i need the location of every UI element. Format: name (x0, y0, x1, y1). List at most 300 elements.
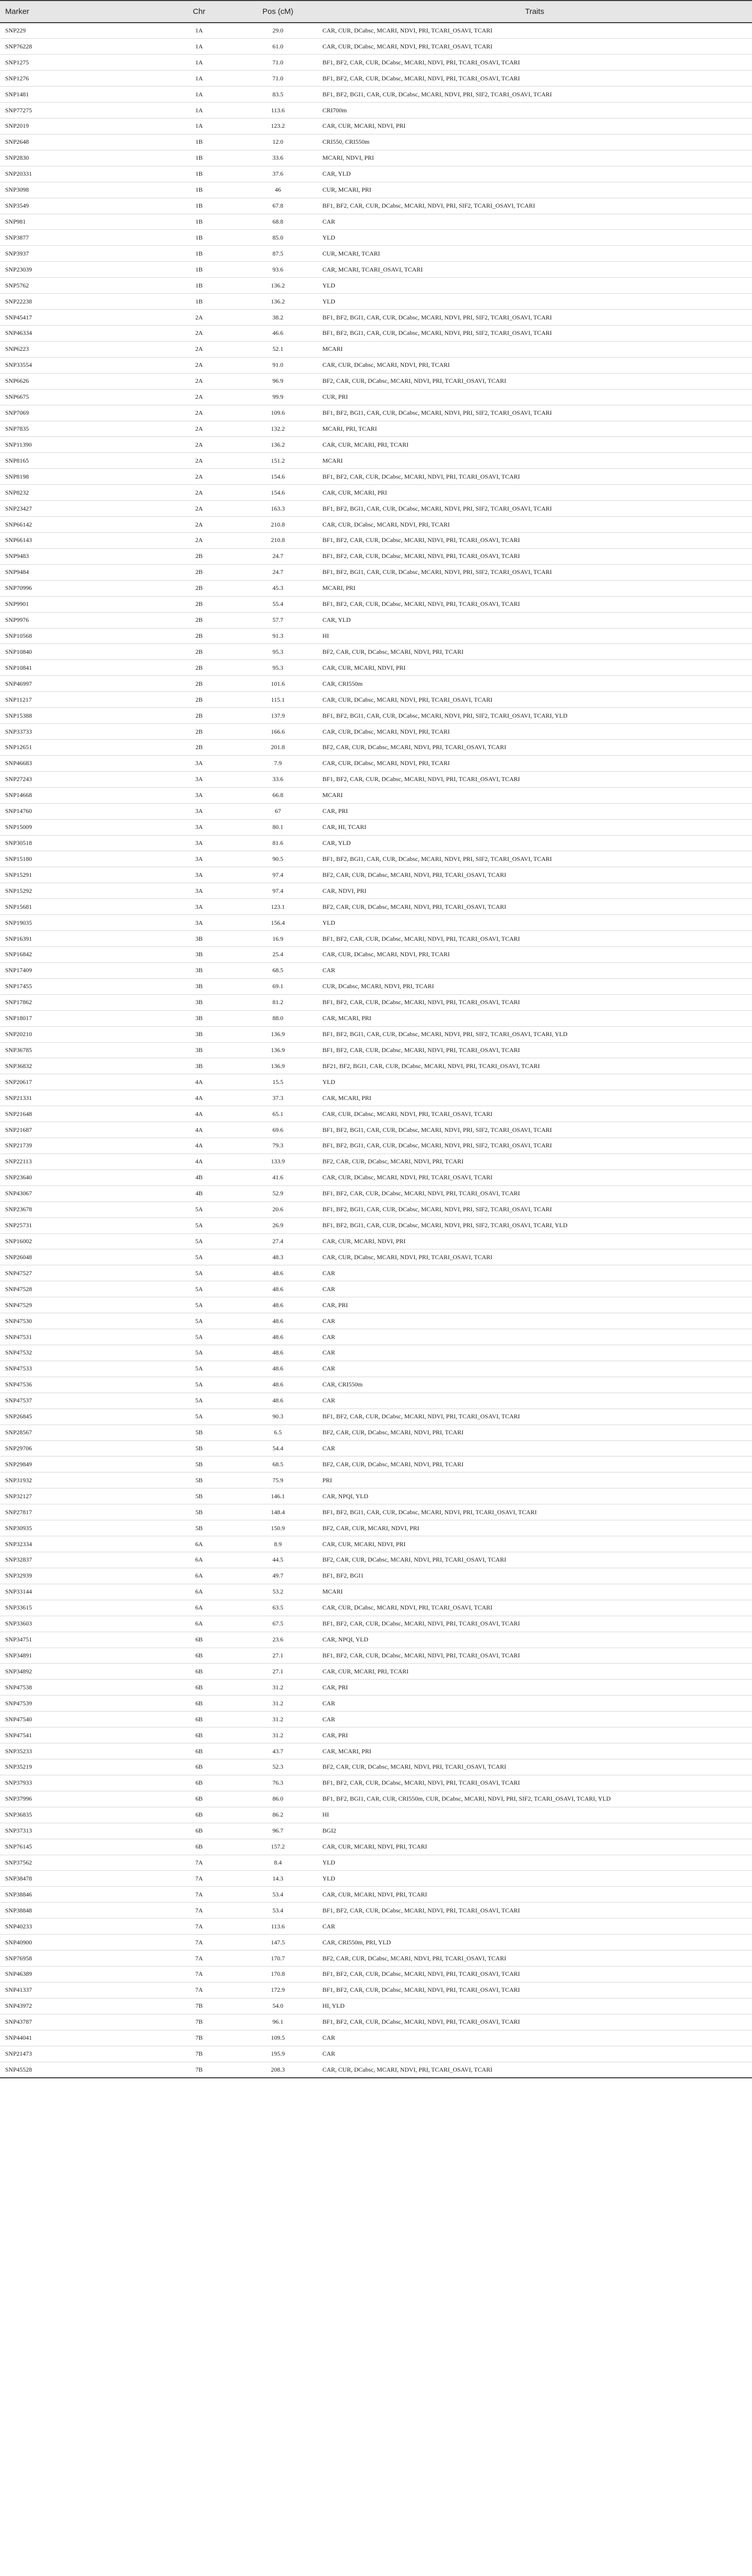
cell-marker: SNP21473 (0, 2046, 160, 2062)
cell-marker: SNP43787 (0, 2014, 160, 2030)
cell-pos: 48.6 (238, 1265, 317, 1281)
cell-chr: 3A (160, 899, 238, 915)
header-marker: Marker (0, 1, 160, 23)
cell-chr: 1B (160, 230, 238, 246)
table-row (0, 1265, 752, 1281)
cell-marker: SNP38848 (0, 1903, 160, 1919)
header-row (0, 1, 752, 23)
cell-pos: 55.4 (238, 596, 317, 612)
cell-pos: 147.5 (238, 1935, 317, 1951)
table-row (0, 1074, 752, 1090)
cell-chr: 6B (160, 1664, 238, 1680)
table-row (0, 1058, 752, 1074)
cell-traits: CAR, YLD (317, 166, 752, 182)
cell-pos: 195.9 (238, 2046, 317, 2062)
cell-marker: SNP15292 (0, 883, 160, 899)
table-row (0, 1345, 752, 1361)
cell-marker: SNP36832 (0, 1058, 160, 1074)
cell-pos: 24.7 (238, 548, 317, 564)
cell-traits: BF1, BF2, BGI1, CAR, CUR, DCabsc, MCARI, NDVI, PRI, SIF2, TCARI_OSAVI, TCARI (317, 326, 752, 342)
cell-marker: SNP5762 (0, 278, 160, 294)
cell-marker: SNP3877 (0, 230, 160, 246)
cell-traits: BF2, CAR, CUR, DCabsc, MCARI, NDVI, PRI, TCARI_OSAVI, TCARI (317, 899, 752, 915)
cell-chr: 2A (160, 357, 238, 373)
cell-traits: CAR (317, 214, 752, 230)
cell-traits: CAR, YLD (317, 612, 752, 628)
cell-traits: CUR, PRI (317, 389, 752, 405)
cell-marker: SNP229 (0, 23, 160, 39)
table-row (0, 341, 752, 357)
cell-traits: BF2, CAR, CUR, MCARI, NDVI, PRI (317, 1520, 752, 1536)
cell-traits: BF1, BF2, BGI1, CAR, CUR, DCabsc, MCARI, NDVI, PRI, SIF2, TCARI_OSAVI, TCARI, YLD (317, 1026, 752, 1042)
cell-marker: SNP33144 (0, 1584, 160, 1600)
cell-pos: 68.5 (238, 1456, 317, 1472)
cell-traits: BGI2 (317, 1823, 752, 1839)
cell-chr: 5A (160, 1361, 238, 1377)
table-row (0, 469, 752, 485)
cell-chr: 5A (160, 1313, 238, 1329)
cell-traits: BF2, CAR, CUR, DCabsc, MCARI, NDVI, PRI, TCARI (317, 1456, 752, 1472)
table-row (0, 1775, 752, 1791)
cell-marker: SNP46389 (0, 1966, 160, 1982)
table-row (0, 1409, 752, 1425)
cell-pos: 27.4 (238, 1233, 317, 1249)
table-row (0, 1138, 752, 1154)
cell-pos: 16.9 (238, 931, 317, 947)
cell-pos: 85.0 (238, 230, 317, 246)
cell-marker: SNP41337 (0, 1982, 160, 1998)
table-row (0, 1185, 752, 1201)
cell-marker: SNP9976 (0, 612, 160, 628)
table-row (0, 1313, 752, 1329)
cell-pos: 157.2 (238, 1839, 317, 1855)
cell-pos: 90.5 (238, 851, 317, 867)
cell-traits: BF2, CAR, CUR, DCabsc, MCARI, NDVI, PRI, TCARI_OSAVI, TCARI (317, 1552, 752, 1568)
cell-marker: SNP32837 (0, 1552, 160, 1568)
table-row (0, 580, 752, 596)
cell-pos: 43.7 (238, 1743, 317, 1759)
cell-traits: CAR, CUR, DCabsc, MCARI, NDVI, PRI, TCARI (317, 724, 752, 740)
table-row (0, 564, 752, 580)
cell-pos: 48.6 (238, 1393, 317, 1409)
cell-traits: CAR, NDVI, PRI (317, 883, 752, 899)
cell-chr: 5B (160, 1456, 238, 1472)
cell-chr: 6B (160, 1775, 238, 1791)
table-row (0, 1154, 752, 1170)
cell-marker: SNP34892 (0, 1664, 160, 1680)
cell-pos: 109.6 (238, 405, 317, 421)
cell-pos: 31.2 (238, 1727, 317, 1743)
cell-pos: 23.6 (238, 1632, 317, 1648)
cell-traits: CAR, CUR, DCabsc, MCARI, NDVI, PRI, TCARI (317, 946, 752, 962)
cell-pos: 54.4 (238, 1440, 317, 1456)
cell-traits: CAR, NPQI, YLD (317, 1488, 752, 1504)
cell-traits: MCARI, PRI, TCARI (317, 421, 752, 437)
cell-marker: SNP32334 (0, 1536, 160, 1552)
table-row (0, 1680, 752, 1696)
cell-marker: SNP6626 (0, 373, 160, 389)
table-row (0, 230, 752, 246)
cell-pos: 96.9 (238, 373, 317, 389)
cell-chr: 1A (160, 71, 238, 87)
cell-marker: SNP16002 (0, 1233, 160, 1249)
cell-chr: 1A (160, 103, 238, 118)
cell-pos: 210.8 (238, 517, 317, 533)
cell-pos: 81.2 (238, 994, 317, 1010)
table-row (0, 1536, 752, 1552)
cell-chr: 6A (160, 1600, 238, 1616)
cell-traits: CAR, CUR, MCARI, PRI, TCARI (317, 437, 752, 453)
cell-chr: 6B (160, 1680, 238, 1696)
cell-pos: 37.6 (238, 166, 317, 182)
cell-pos: 136.2 (238, 294, 317, 310)
cell-chr: 6B (160, 1632, 238, 1648)
cell-chr: 5B (160, 1520, 238, 1536)
table-row (0, 1106, 752, 1122)
cell-traits: BF1, BF2, CAR, CUR, DCabsc, MCARI, NDVI, PRI, TCARI_OSAVI, TCARI (317, 1982, 752, 1998)
cell-chr: 6B (160, 1696, 238, 1711)
table-row (0, 1122, 752, 1138)
cell-pos: 81.6 (238, 835, 317, 851)
table-row (0, 1871, 752, 1887)
cell-marker: SNP47539 (0, 1696, 160, 1711)
cell-marker: SNP37996 (0, 1791, 160, 1807)
table-row (0, 1887, 752, 1903)
cell-traits: BF1, BF2, BGI1, CAR, CUR, DCabsc, MCARI, NDVI, PRI, SIF2, TCARI_OSAVI, TCARI, YLD (317, 708, 752, 724)
cell-pos: 76.3 (238, 1775, 317, 1791)
table-row (0, 294, 752, 310)
table-row (0, 1743, 752, 1759)
cell-traits: YLD (317, 1871, 752, 1887)
cell-traits: CAR, MCARI, TCARI_OSAVI, TCARI (317, 262, 752, 278)
cell-pos: 46 (238, 182, 317, 198)
cell-chr: 3B (160, 1058, 238, 1074)
cell-marker: SNP32939 (0, 1568, 160, 1584)
cell-marker: SNP7069 (0, 405, 160, 421)
cell-pos: 170.7 (238, 1951, 317, 1967)
cell-marker: SNP38846 (0, 1887, 160, 1903)
cell-traits: YLD (317, 294, 752, 310)
cell-marker: SNP10568 (0, 628, 160, 644)
cell-pos: 137.9 (238, 708, 317, 724)
table-row (0, 548, 752, 564)
cell-chr: 7A (160, 1855, 238, 1871)
cell-traits: CRI550, CRI550m (317, 134, 752, 150)
cell-chr: 5B (160, 1425, 238, 1440)
cell-traits: BF2, CAR, CUR, DCabsc, MCARI, NDVI, PRI, TCARI_OSAVI, TCARI (317, 1759, 752, 1775)
cell-chr: 2B (160, 644, 238, 660)
cell-marker: SNP1276 (0, 71, 160, 87)
cell-marker: SNP37562 (0, 1855, 160, 1871)
cell-pos: 201.8 (238, 739, 317, 755)
cell-chr: 2A (160, 501, 238, 517)
cell-chr: 2A (160, 469, 238, 485)
cell-traits: CAR, CRI550m (317, 1377, 752, 1393)
cell-pos: 95.3 (238, 644, 317, 660)
cell-chr: 1B (160, 134, 238, 150)
cell-chr: 2A (160, 421, 238, 437)
cell-marker: SNP15681 (0, 899, 160, 915)
cell-chr: 6B (160, 1839, 238, 1855)
cell-pos: 46.6 (238, 326, 317, 342)
table-row (0, 994, 752, 1010)
cell-marker: SNP46334 (0, 326, 160, 342)
cell-chr: 6B (160, 1823, 238, 1839)
cell-pos: 37.3 (238, 1090, 317, 1106)
cell-pos: 48.6 (238, 1377, 317, 1393)
cell-chr: 4A (160, 1138, 238, 1154)
cell-pos: 136.9 (238, 1042, 317, 1058)
cell-chr: 2A (160, 405, 238, 421)
cell-chr: 4A (160, 1090, 238, 1106)
cell-marker: SNP47533 (0, 1361, 160, 1377)
table-row (0, 1377, 752, 1393)
cell-marker: SNP8232 (0, 485, 160, 501)
cell-traits: CAR, CUR, MCARI, NDVI, PRI, TCARI (317, 1839, 752, 1855)
cell-marker: SNP76145 (0, 1839, 160, 1855)
table-header (0, 1, 752, 23)
cell-marker: SNP40233 (0, 1919, 160, 1935)
cell-marker: SNP36785 (0, 1042, 160, 1058)
cell-traits: BF1, BF2, BGI1, CAR, CUR, DCabsc, MCARI, NDVI, PRI, SIF2, TCARI_OSAVI, TCARI (317, 501, 752, 517)
cell-pos: 148.4 (238, 1504, 317, 1520)
cell-traits: CAR, MCARI, PRI (317, 1090, 752, 1106)
cell-chr: 6A (160, 1552, 238, 1568)
cell-chr: 3B (160, 994, 238, 1010)
cell-marker: SNP9901 (0, 596, 160, 612)
cell-pos: 132.2 (238, 421, 317, 437)
cell-traits: CAR, CUR, DCabsc, MCARI, NDVI, PRI, TCARI_OSAVI, TCARI (317, 1106, 752, 1122)
cell-traits: CAR, PRI (317, 1680, 752, 1696)
cell-chr: 3A (160, 771, 238, 787)
cell-pos: 31.2 (238, 1680, 317, 1696)
cell-marker: SNP66143 (0, 533, 160, 549)
cell-chr: 2B (160, 580, 238, 596)
cell-pos: 15.5 (238, 1074, 317, 1090)
cell-chr: 4B (160, 1185, 238, 1201)
cell-marker: SNP45417 (0, 310, 160, 326)
cell-traits: BF2, CAR, CUR, DCabsc, MCARI, NDVI, PRI, TCARI (317, 1154, 752, 1170)
cell-chr: 5A (160, 1409, 238, 1425)
cell-traits: BF21, BF2, BGI1, CAR, CUR, DCabsc, MCARI, NDVI, PRI, TCARI_OSAVI, TCARI (317, 1058, 752, 1074)
cell-chr: 3A (160, 851, 238, 867)
cell-pos: 49.7 (238, 1568, 317, 1584)
table-row (0, 1520, 752, 1536)
cell-marker: SNP7835 (0, 421, 160, 437)
cell-traits: BF2, CAR, CUR, DCabsc, MCARI, NDVI, PRI, TCARI_OSAVI, TCARI (317, 373, 752, 389)
table-row (0, 1839, 752, 1855)
table-row (0, 596, 752, 612)
cell-marker: SNP33733 (0, 724, 160, 740)
cell-traits: BF1, BF2, BGI1 (317, 1568, 752, 1584)
cell-traits: BF1, BF2, BGI1, CAR, CUR, DCabsc, MCARI, NDVI, PRI, SIF2, TCARI_OSAVI, TCARI (317, 87, 752, 103)
table-row (0, 55, 752, 71)
cell-traits: CAR (317, 1265, 752, 1281)
table-row (0, 1233, 752, 1249)
cell-marker: SNP28567 (0, 1425, 160, 1440)
cell-pos: 14.3 (238, 1871, 317, 1887)
cell-traits: BF1, BF2, CAR, CUR, DCabsc, MCARI, NDVI, PRI, TCARI_OSAVI, TCARI (317, 1903, 752, 1919)
table-row (0, 198, 752, 214)
cell-chr: 4A (160, 1122, 238, 1138)
cell-chr: 3A (160, 915, 238, 931)
cell-pos: 115.1 (238, 692, 317, 708)
cell-traits: CAR (317, 1696, 752, 1711)
cell-marker: SNP47527 (0, 1265, 160, 1281)
cell-marker: SNP11217 (0, 692, 160, 708)
cell-chr: 1B (160, 214, 238, 230)
table-row (0, 1568, 752, 1584)
cell-pos: 97.4 (238, 867, 317, 883)
table-row (0, 326, 752, 342)
cell-marker: SNP47531 (0, 1329, 160, 1345)
cell-marker: SNP46997 (0, 676, 160, 692)
cell-traits: BF1, BF2, BGI1, CAR, CUR, DCabsc, MCARI, NDVI, PRI, SIF2, TCARI_OSAVI, TCARI (317, 1138, 752, 1154)
cell-chr: 3A (160, 867, 238, 883)
cell-pos: 86.2 (238, 1807, 317, 1823)
cell-traits: BF1, BF2, CAR, CUR, DCabsc, MCARI, NDVI, PRI, TCARI_OSAVI, TCARI (317, 1648, 752, 1664)
cell-chr: 1B (160, 150, 238, 166)
table-row (0, 1297, 752, 1313)
cell-marker: SNP66142 (0, 517, 160, 533)
cell-pos: 113.6 (238, 103, 317, 118)
cell-chr: 2B (160, 676, 238, 692)
cell-traits: BF1, BF2, CAR, CUR, DCabsc, MCARI, NDVI, PRI, TCARI_OSAVI, TCARI (317, 533, 752, 549)
cell-chr: 3B (160, 946, 238, 962)
cell-chr: 5B (160, 1440, 238, 1456)
cell-traits: CAR, CUR, DCabsc, MCARI, NDVI, PRI, TCARI_OSAVI, TCARI (317, 692, 752, 708)
table-row (0, 1026, 752, 1042)
table-row (0, 134, 752, 150)
table-row (0, 771, 752, 787)
cell-traits: BF2, CAR, CUR, DCabsc, MCARI, NDVI, PRI, TCARI_OSAVI, TCARI (317, 1951, 752, 1967)
cell-chr: 7A (160, 1887, 238, 1903)
cell-traits: CAR, CUR, MCARI, NDVI, PRI (317, 1233, 752, 1249)
cell-marker: SNP47538 (0, 1680, 160, 1696)
cell-marker: SNP23678 (0, 1201, 160, 1217)
cell-traits: CAR, PRI (317, 1297, 752, 1313)
cell-pos: 88.0 (238, 1010, 317, 1026)
cell-pos: 150.9 (238, 1520, 317, 1536)
cell-marker: SNP47536 (0, 1377, 160, 1393)
cell-chr: 6A (160, 1568, 238, 1584)
cell-traits: BF1, BF2, CAR, CUR, DCabsc, MCARI, NDVI, PRI, TCARI_OSAVI, TCARI (317, 1409, 752, 1425)
cell-chr: 2A (160, 326, 238, 342)
cell-chr: 2A (160, 437, 238, 453)
cell-pos: 170.8 (238, 1966, 317, 1982)
cell-pos: 69.1 (238, 978, 317, 994)
cell-marker: SNP21331 (0, 1090, 160, 1106)
cell-chr: 2B (160, 692, 238, 708)
cell-traits: YLD (317, 1074, 752, 1090)
cell-chr: 2B (160, 612, 238, 628)
cell-chr: 4A (160, 1074, 238, 1090)
cell-pos: 71.0 (238, 55, 317, 71)
cell-marker: SNP11390 (0, 437, 160, 453)
table-row (0, 1616, 752, 1632)
table-row (0, 421, 752, 437)
cell-traits: CAR (317, 2046, 752, 2062)
cell-marker: SNP23427 (0, 501, 160, 517)
table-row (0, 883, 752, 899)
cell-pos: 151.2 (238, 453, 317, 469)
table-row (0, 1903, 752, 1919)
table-body (0, 23, 752, 2078)
cell-pos: 97.4 (238, 883, 317, 899)
cell-traits: HI (317, 628, 752, 644)
cell-traits: PRI (317, 1472, 752, 1488)
cell-traits: BF1, BF2, BGI1, CAR, CUR, DCabsc, MCARI, NDVI, PRI, SIF2, TCARI_OSAVI, TCARI (317, 564, 752, 580)
cell-chr: 6B (160, 1648, 238, 1664)
cell-marker: SNP2019 (0, 118, 160, 134)
cell-chr: 5A (160, 1393, 238, 1409)
cell-traits: CRI700m (317, 103, 752, 118)
table-row (0, 1281, 752, 1297)
cell-marker: SNP10841 (0, 660, 160, 676)
table-row (0, 2046, 752, 2062)
cell-traits: BF1, BF2, CAR, CUR, DCabsc, MCARI, NDVI, PRI, TCARI_OSAVI, TCARI (317, 548, 752, 564)
cell-marker: SNP14760 (0, 803, 160, 819)
cell-traits: CAR, CUR, MCARI, NDVI, PRI (317, 660, 752, 676)
cell-chr: 5A (160, 1297, 238, 1313)
cell-chr: 3B (160, 1010, 238, 1026)
cell-chr: 7A (160, 1935, 238, 1951)
cell-traits: BF2, CAR, CUR, DCabsc, MCARI, NDVI, PRI, TCARI (317, 644, 752, 660)
cell-traits: CUR, MCARI, PRI (317, 182, 752, 198)
cell-marker: SNP16842 (0, 946, 160, 962)
cell-marker: SNP21687 (0, 1122, 160, 1138)
cell-marker: SNP29706 (0, 1440, 160, 1456)
cell-chr: 3A (160, 835, 238, 851)
cell-marker: SNP15009 (0, 819, 160, 835)
cell-marker: SNP2830 (0, 150, 160, 166)
cell-pos: 12.0 (238, 134, 317, 150)
table-row (0, 2014, 752, 2030)
cell-chr: 2A (160, 533, 238, 549)
cell-pos: 113.6 (238, 1919, 317, 1935)
table-row (0, 1632, 752, 1648)
cell-traits: BF1, BF2, CAR, CUR, DCabsc, MCARI, NDVI, PRI, TCARI_OSAVI, TCARI (317, 994, 752, 1010)
cell-chr: 1B (160, 182, 238, 198)
cell-marker: SNP6223 (0, 341, 160, 357)
cell-traits: CAR (317, 2030, 752, 2046)
table-row (0, 1823, 752, 1839)
cell-chr: 4B (160, 1170, 238, 1185)
cell-traits: CAR, PRI (317, 1727, 752, 1743)
cell-chr: 6B (160, 1791, 238, 1807)
cell-marker: SNP20617 (0, 1074, 160, 1090)
cell-marker: SNP43067 (0, 1185, 160, 1201)
cell-chr: 6B (160, 1807, 238, 1823)
cell-traits: CAR, CUR, DCabsc, MCARI, NDVI, PRI, TCARI_OSAVI, TCARI (317, 1170, 752, 1185)
cell-pos: 154.6 (238, 469, 317, 485)
table-row (0, 103, 752, 118)
table-row (0, 262, 752, 278)
cell-pos: 67 (238, 803, 317, 819)
cell-pos: 101.6 (238, 676, 317, 692)
cell-pos: 65.1 (238, 1106, 317, 1122)
table-row (0, 1249, 752, 1265)
cell-traits: MCARI (317, 787, 752, 803)
cell-marker: SNP17455 (0, 978, 160, 994)
table-row (0, 533, 752, 549)
cell-marker: SNP38478 (0, 1871, 160, 1887)
table-row (0, 946, 752, 962)
cell-traits: CAR, PRI (317, 803, 752, 819)
cell-pos: 123.2 (238, 118, 317, 134)
cell-pos: 68.5 (238, 962, 317, 978)
table-row (0, 612, 752, 628)
